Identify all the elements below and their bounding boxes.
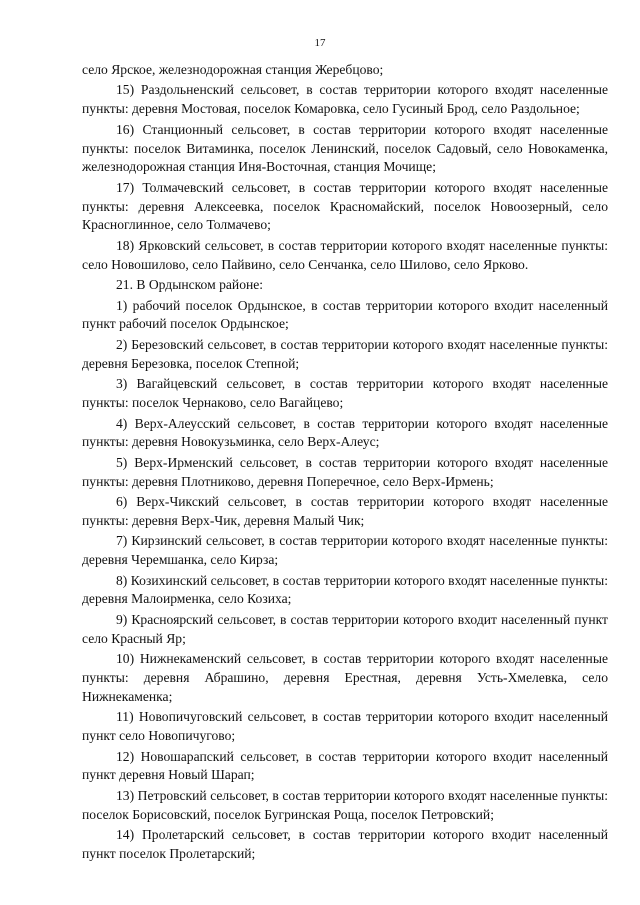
paragraph-item-3: 3) Вагайцевский сельсовет, в состав территории которого входят населенные пункты: поселок Чернаково, село Вагайцево; bbox=[82, 376, 608, 411]
paragraph-item-17: 17) Толмачевский сельсовет, в состав территории которого входят населенные пункты: деревня Алексеевка, поселок Красномайский, поселок Новоозерный, село Красноглинное, село Толмачево; bbox=[82, 179, 608, 233]
paragraph-item-1: 1) рабочий поселок Ордынское, в состав территории которого входит населенный пункт рабочий поселок Ордынское; bbox=[82, 297, 608, 332]
section-heading-21: 21. В Ордынском районе: bbox=[116, 277, 264, 293]
paragraph-item-15: 15) Раздольненский сельсовет, в состав территории которого входят населенные пункты: деревня Мостовая, поселок Комаровка, село Гусиный Брод, село Раздольное; bbox=[82, 82, 608, 117]
paragraph-item-5: 5) Верх-Ирменский сельсовет, в состав территории которого входят населенные пункты: деревня Плотниково, деревня Поперечное, село Верх-Ирмень; bbox=[82, 454, 608, 489]
paragraph-item-2: 2) Березовский сельсовет, в состав территории которого входят населенные пункты: деревня Березовка, поселок Степной; bbox=[82, 336, 608, 371]
paragraph-continuation: село Ярское, железнодорожная станция Жеребцово; bbox=[82, 62, 384, 77]
paragraph-item-16: 16) Станционный сельсовет, в состав территории которого входят населенные пункты: поселок Витаминка, поселок Ленинский, поселок Садовый, село Новокаменка, железнодорожная станция Иня-Восточная, станция Мочище; bbox=[82, 121, 608, 175]
paragraph-item-11: 11) Новопичуговский сельсовет, в состав территории которого входит населенный пункт село Новопичугово; bbox=[82, 709, 608, 744]
paragraph-item-9: 9) Красноярский сельсовет, в состав территории которого входит населенный пункт село Красный Яр; bbox=[82, 611, 608, 646]
document-body bbox=[82, 61, 608, 865]
paragraph-item-6: 6) Верх-Чикский сельсовет, в состав территории которого входят населенные пункты: деревня Верх-Чик, деревня Малый Чик; bbox=[82, 494, 608, 528]
paragraph-item-13: 13) Петровский сельсовет, в состав территории которого входят населенные пункты: поселок Борисовский, поселок Бугринская Роща, поселок Петровский; bbox=[82, 787, 608, 822]
paragraph-item-8: 8) Козихинский сельсовет, в состав территории которого входят населенные пункты: деревня Малоирменка, село Козиха; bbox=[82, 572, 608, 607]
paragraph-item-10: 10) Нижнекаменский сельсовет, в состав территории которого входят населенные пункты: деревня Абрашино, деревня Ерестная, деревня Усть-Хмелевка, село Нижнекаменка; bbox=[82, 651, 608, 704]
page-number: 17 bbox=[314, 37, 326, 49]
paragraph-item-14: 14) Пролетарский сельсовет, в состав территории которого входит населенный пункт поселок Пролетарский; bbox=[82, 827, 608, 861]
paragraph-item-4: 4) Верх-Алеусский сельсовет, в состав территории которого входят населенные пункты: деревня Новокузьминка, село Верх-Алеус; bbox=[82, 415, 608, 450]
paragraph-item-12: 12) Новошарапский сельсовет, в состав территории которого входит населенный пункт деревня Новый Шарап; bbox=[82, 748, 608, 783]
paragraph-item-18: 18) Ярковский сельсовет, в состав территории которого входят населенные пункты: село Новошилово, село Пайвино, село Сенчанка, село Шилово, село Ярково. bbox=[82, 237, 608, 272]
paragraph-item-7: 7) Кирзинский сельсовет, в состав территории которого входят населенные пункты: деревня Черемшанка, село Кирза; bbox=[82, 533, 608, 568]
